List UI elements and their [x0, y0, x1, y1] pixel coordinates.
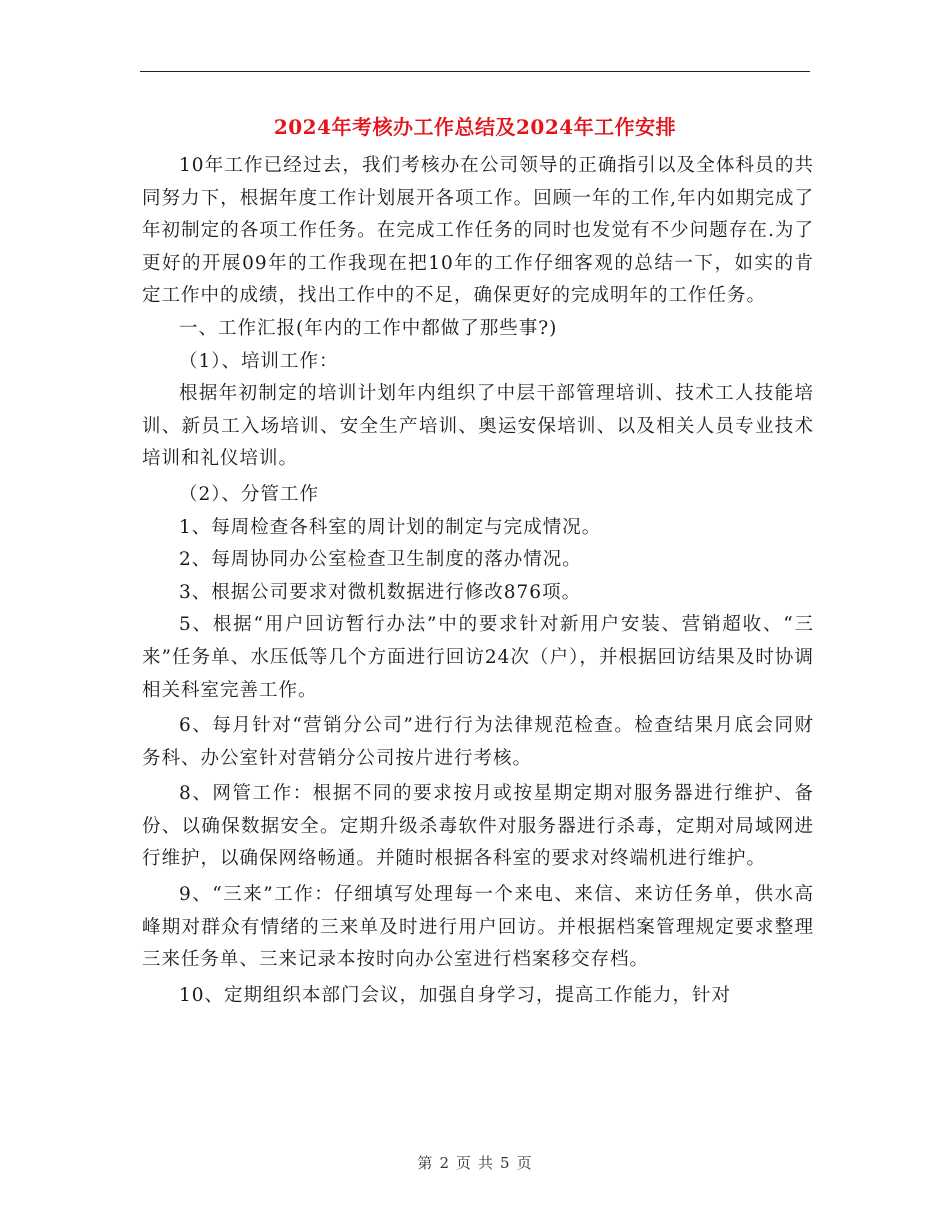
footer-total-word: 共: [478, 1154, 495, 1172]
footer-suffix: 页: [516, 1154, 533, 1172]
list-item-10: 10、定期组织本部门会议，加强自身学习，提高工作能力，针对: [179, 984, 732, 1006]
list-item-9: 9、“三来”工作：仔细填写处理每一个来电、来信、来访任务单，供水高峰期对群众有情绪的三来单及时进行用户回访。并根据档案管理规定要求整理三来任务单、三来记录本按时向办公室进行档案移交存档。: [142, 884, 814, 971]
list-item-8: 8、网管工作：根据不同的要求按月或按星期定期对服务器进行维护、备份、以确保数据安全。定期升级杀毒软件对服务器进行杀毒，定期对局域网进行维护，以确保网络畅通。并随时根据各科室的要求对终端机进行维护。: [142, 783, 814, 870]
list-item-2: 2、每周协同办公室检查卫生制度的落办情况。: [179, 549, 582, 571]
footer-total-pages: 5: [500, 1154, 511, 1172]
document-title: 2024年考核办工作总结及2024年工作安排: [273, 115, 677, 139]
header-rule: [140, 71, 810, 72]
page-footer: [0, 1152, 950, 1173]
list-item-6: 6、每月针对“营销分公司”进行行为法律规范检查。检查结果月底会同财务科、办公室针对营销分公司按片进行考核。: [142, 715, 814, 769]
footer-page-number: 2: [439, 1154, 450, 1172]
paragraph-intro: 10年工作已经过去，我们考核办在公司领导的正确指引以及全体科员的共同努力下，根据年度工作计划展开各项工作。回顾一年的工作,年内如期完成了年初制定的各项工作任务。在完成工作任务的同时也发觉有不少问题存在.为了更好的开展09年的工作我现在把10年的工作仔细客观的总结一下，如实的肯定工作中的成绩，找出工作中的不足，确保更好的完成明年的工作任务。: [142, 155, 814, 307]
section-heading-work-report: 一、工作汇报(年内的工作中都做了那些事?): [179, 317, 558, 339]
list-item-5: 5、根据“用户回访暂行办法”中的要求针对新用户安装、营销超收、“三来”任务单、水压低等几个方面进行回访24次（户），并根据回访结果及时协调相关科室完善工作。: [142, 614, 814, 701]
footer-prefix: 第: [417, 1154, 434, 1172]
paragraph-training: 根据年初制定的培训计划年内组织了中层干部管理培训、技术工人技能培训、新员工入场培训、安全生产培训、奥运安保培训、以及相关人员专业技术培训和礼仪培训。: [142, 383, 814, 470]
document-body: [142, 150, 814, 1012]
footer-page-word: 页: [455, 1154, 472, 1172]
list-item-1: 1、每周检查各科室的周计划的制定与完成情况。: [179, 516, 602, 538]
subheading-managed-work: （2）、分管工作: [179, 483, 320, 505]
subheading-training: （1）、培训工作：: [179, 350, 339, 372]
list-item-3: 3、根据公司要求对微机数据进行修改876项。: [179, 581, 582, 603]
